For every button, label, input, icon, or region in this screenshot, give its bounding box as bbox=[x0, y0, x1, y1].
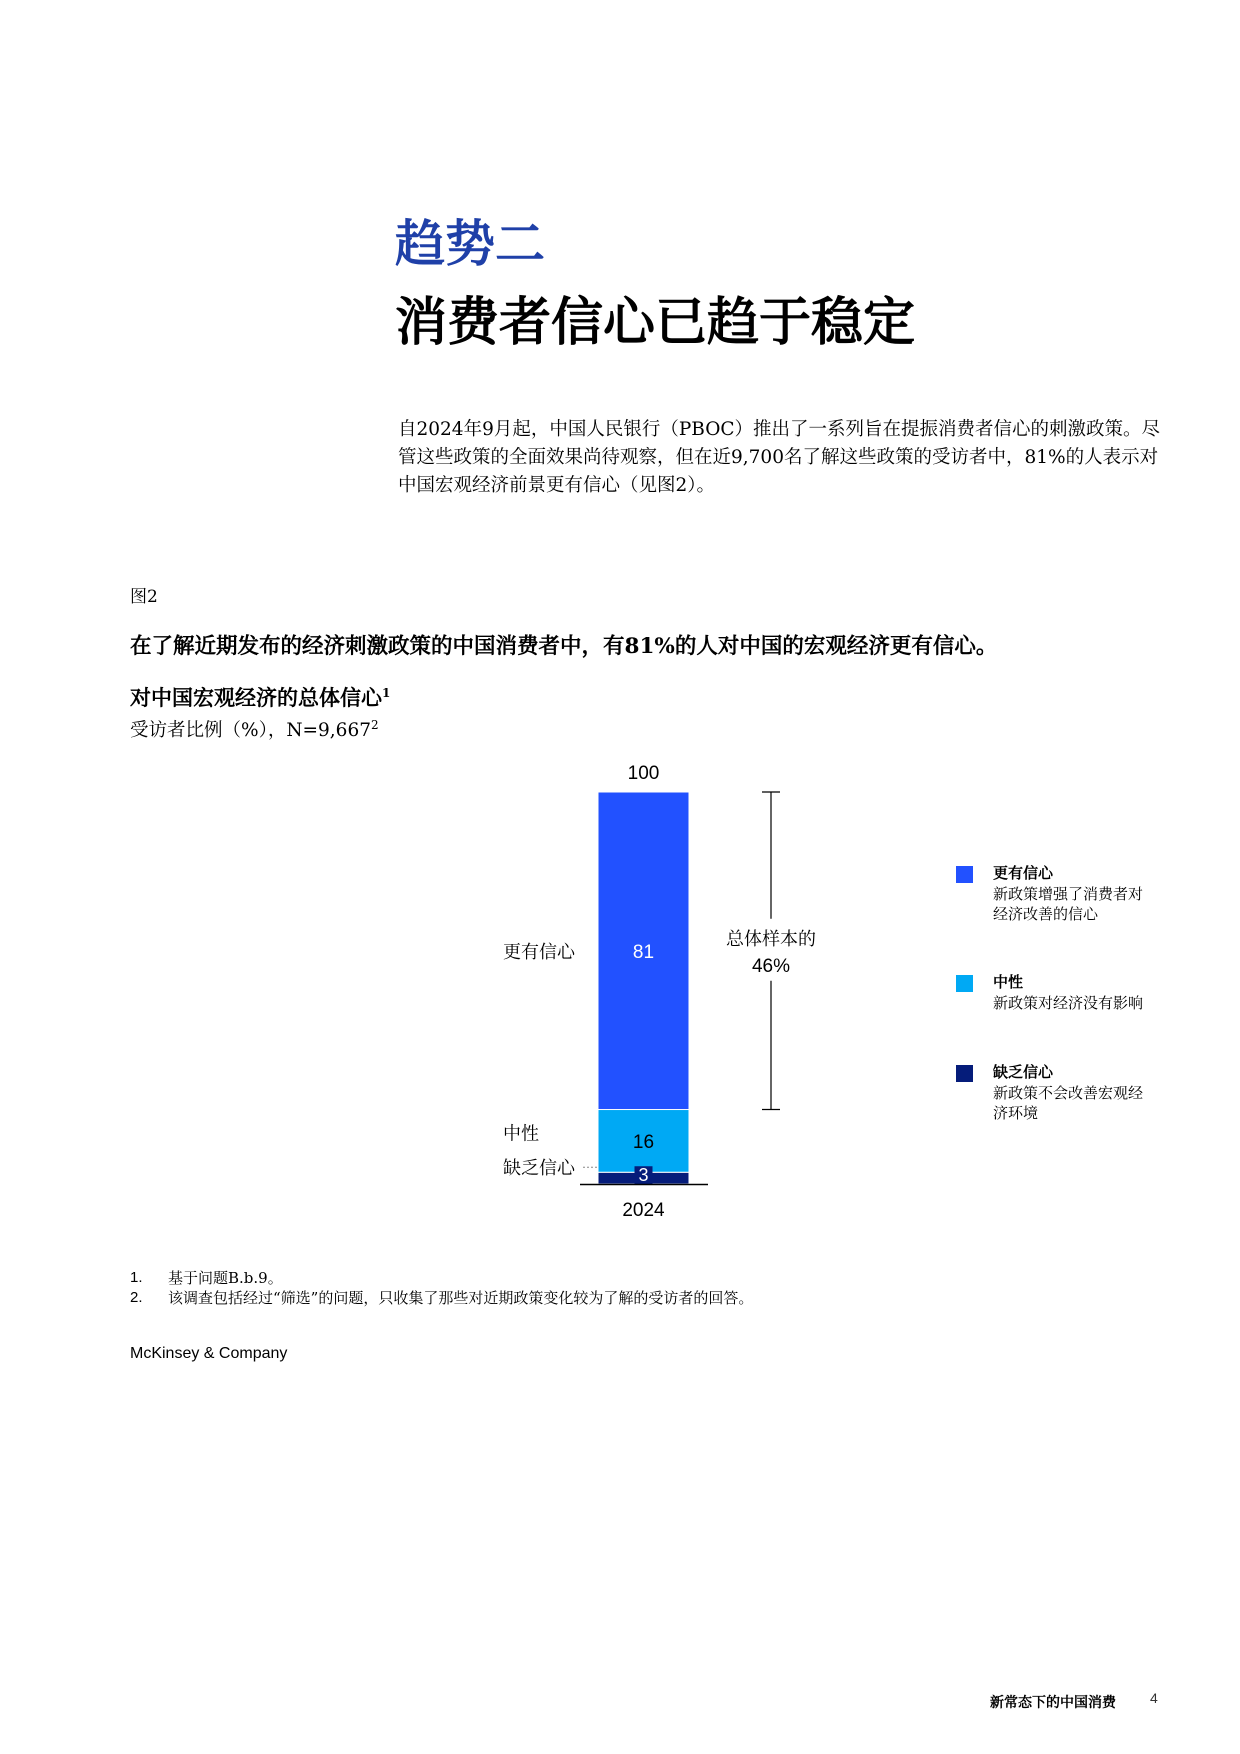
data-label: 16 bbox=[632, 1131, 655, 1153]
figure-unit-text: 受访者比例（%），N=9,667 bbox=[130, 720, 371, 741]
series-label: 更有信心 bbox=[503, 941, 575, 963]
footnote-text: 该调查包括经过“筛选”的问题，只收集了那些对近期政策变化较为了解的受访者的回答。 bbox=[168, 1289, 754, 1307]
figure-label: 图2 bbox=[130, 587, 158, 607]
footnote bbox=[130, 1268, 753, 1288]
brand-name: McKinsey & Company bbox=[130, 1345, 288, 1362]
figure-headline: 在了解近期发布的经济刺激政策的中国消费者中，有81%的人对中国的宏观经济更有信心。 bbox=[130, 634, 998, 659]
annotation-value: 46% bbox=[751, 955, 791, 977]
total-label: 100 bbox=[627, 763, 660, 784]
legend-title: 中性 bbox=[993, 973, 1024, 991]
legend-title: 缺乏信心 bbox=[993, 1063, 1054, 1081]
footnote-number: 1. bbox=[130, 1269, 143, 1286]
figure-unit-footnote-ref: 2 bbox=[370, 717, 379, 732]
footnotes bbox=[130, 1268, 753, 1308]
legend-swatch bbox=[956, 1065, 973, 1082]
section-title: 消费者信心已趋于稳定 bbox=[395, 292, 916, 353]
figure-subtitle-footnote-ref: 1 bbox=[382, 686, 391, 700]
legend-description: 新政策不会改善宏观经济环境 bbox=[993, 1084, 1144, 1122]
footnote-number: 2. bbox=[130, 1289, 143, 1306]
legend-swatch bbox=[956, 866, 973, 883]
intro-paragraph: 自2024年9月起，中国人民银行（PBOC）推出了一系列旨在提振消费者信心的刺激政策。尽管这些政策的全面效果尚待观察，但在近9,700名了解这些政策的受访者中，81%的人表示对中国宏观经济前景更有信心（见图2）。 bbox=[398, 419, 1161, 496]
data-label: 3 bbox=[638, 1165, 649, 1186]
legend-title: 更有信心 bbox=[993, 864, 1054, 882]
series-label: 缺乏信心 bbox=[503, 1158, 575, 1180]
annotation-text: 总体样本的 bbox=[726, 928, 816, 950]
figure-subtitle-text: 对中国宏观经济的总体信心 bbox=[130, 685, 382, 710]
legend-swatch bbox=[956, 975, 973, 992]
category-label: 2024 bbox=[622, 1200, 665, 1221]
footer-title: 新常态下的中国消费 bbox=[990, 1695, 1116, 1711]
page-number: 4 bbox=[1150, 1690, 1158, 1706]
footnote bbox=[130, 1288, 753, 1308]
data-label: 81 bbox=[632, 941, 655, 963]
trend-label: 趋势二 bbox=[395, 214, 545, 273]
legend-description: 新政策增强了消费者对经济改善的信心 bbox=[993, 885, 1144, 923]
footnote-text: 基于问题B.b.9。 bbox=[168, 1269, 283, 1287]
series-label: 中性 bbox=[503, 1123, 539, 1145]
legend-description: 新政策对经济没有影响 bbox=[993, 994, 1144, 1012]
